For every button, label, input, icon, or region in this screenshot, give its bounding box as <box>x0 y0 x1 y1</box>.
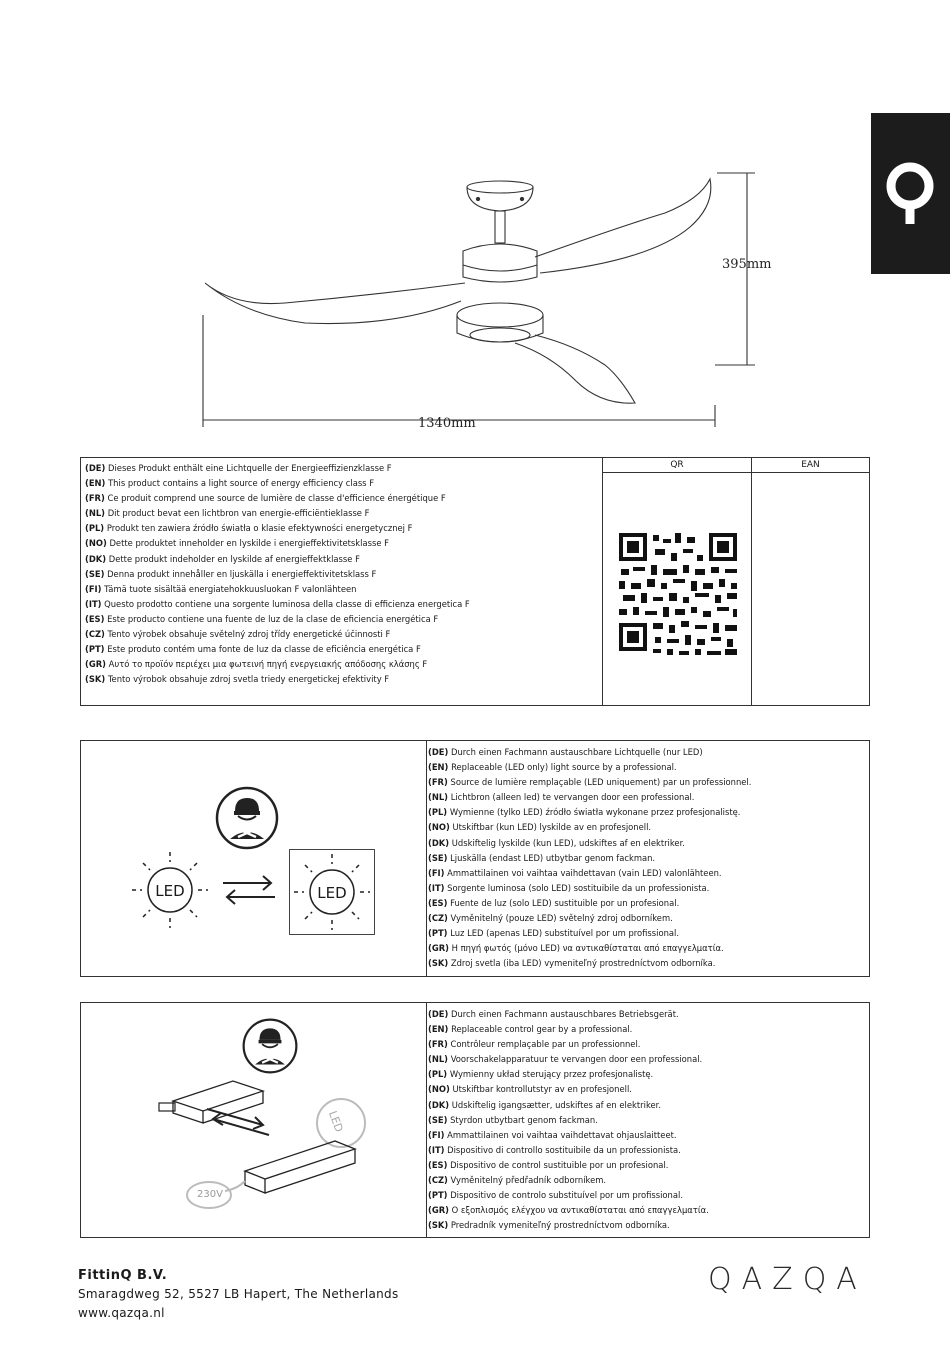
control-gear-panel <box>80 1002 870 1238</box>
light-source-line: (SK) Zdroj svetla (iba LED) vymeniteľný prostredníctvom odborníka. <box>428 958 716 969</box>
ceiling-fan-drawing <box>195 165 795 440</box>
energy-line: (FI) Tämä tuote sisältää energiatehokkuusluokan F valonlähteen <box>85 583 357 594</box>
energy-line: (ES) Este producto contiene una fuente de luz de la clase de eficiencia energética F <box>85 613 439 624</box>
width-dimension: 1340mm <box>418 416 476 431</box>
replacement-driver-icon <box>185 1121 365 1221</box>
energy-line: (EN) This product contains a light source of energy efficiency class F <box>85 478 375 489</box>
control-gear-line: (FI) Ammattilainen voi vaihtaa vaihdettavat ohjauslaitteet. <box>428 1129 677 1140</box>
technician-icon <box>214 785 280 851</box>
qazqa-logo: QAZQA <box>708 1262 867 1297</box>
company-name: FittinQ B.V. <box>78 1268 168 1283</box>
control-gear-line: (NO) Utskiftbar kontrollutstyr av en profesjonell. <box>428 1084 632 1095</box>
control-gear-line: (NL) Voorschakelapparatuur te vervangen door een professional. <box>428 1054 703 1065</box>
energy-line: (SE) Denna produkt innehåller en ljuskälla i energieffektivitetsklass F <box>85 568 377 579</box>
control-gear-line: (IT) Dispositivo di controllo sostituibile da un professionista. <box>428 1144 681 1155</box>
control-gear-line: (PT) Dispositivo de controlo substituível por um profissional. <box>428 1190 683 1201</box>
brand-q-mark-icon <box>879 158 941 228</box>
light-source-line: (EN) Replaceable (LED only) light source by a professional. <box>428 762 677 773</box>
light-source-statements <box>428 745 865 971</box>
control-gear-line: (DE) Durch einen Fachmann austauschbares Betriebsgerät. <box>428 1009 679 1019</box>
control-gear-line: (EN) Replaceable control gear by a professional. <box>428 1024 633 1035</box>
website-link[interactable]: www.qazqa.nl <box>78 1306 165 1320</box>
energy-line: (PT) Este produto contém uma fonte de luz da classe de eficiência energética F <box>85 644 421 655</box>
light-source-line: (CZ) Vyměnitelný (pouze LED) světelný zdroj odborníkem. <box>428 913 673 924</box>
light-source-line: (NL) Lichtbron (alleen led) te vervangen door een professional. <box>428 792 695 803</box>
light-source-line: (DE) Durch einen Fachmann austauschbare Lichtquelle (nur LED) <box>428 747 703 757</box>
height-dimension: 395mm <box>722 257 772 272</box>
technician-icon <box>241 1017 299 1075</box>
voltage-label: 230V <box>197 1189 223 1200</box>
control-gear-statements <box>428 1007 865 1233</box>
light-source-line: (NO) Utskiftbar (kun LED) lyskilde av en profesjonell. <box>428 822 652 833</box>
energy-line: (IT) Questo prodotto contiene una sorgente luminosa della classe di efficienza energetica F <box>85 598 470 609</box>
light-source-panel <box>80 740 870 977</box>
led-module-label: LED <box>325 1109 346 1134</box>
energy-line: (DE) Dieses Produkt enthält eine Lichtquelle der Energieeffizienzklasse F <box>85 463 392 473</box>
control-gear-line: (CZ) Vyměnitelný předřadník odborníkem. <box>428 1175 607 1186</box>
energy-line: (NL) Dit product bevat een lichtbron van energie-efficiëntieklasse F <box>85 508 370 519</box>
control-gear-illustration <box>81 1003 427 1237</box>
qr-cell <box>603 473 752 706</box>
led-label: LED <box>155 882 185 900</box>
control-gear-line: (DK) Udskiftelig igangsætter, udskiftes af en elektriker. <box>428 1099 661 1110</box>
energy-line: (PL) Produkt ten zawiera źródło światła o klasie efektywności energetycznej F <box>85 523 413 534</box>
energy-line: (DK) Dette produkt indeholder en lyskilde af energieffektklasse F <box>85 553 360 564</box>
light-source-illustration <box>81 741 427 976</box>
light-source-line: (DK) Udskiftelig lyskilde (kun LED), udskiftes af en elektriker. <box>428 837 685 848</box>
energy-line: (GR) Αυτό το προϊόν περιέχει μια φωτεινή πηγή ενεργειακής απόδοσης κλάσης F <box>85 659 428 670</box>
light-source-line: (SE) Ljuskälla (endast LED) utbytbar genom fackman. <box>428 852 656 863</box>
company-address: Smaragdweg 52, 5527 LB Hapert, The Netherlands <box>78 1287 399 1301</box>
swap-arrows-icon <box>221 873 277 907</box>
control-gear-line: (PL) Wymienny układ sterujący przez profesjonalistę. <box>428 1069 654 1080</box>
light-source-line: (PT) Luz LED (apenas LED) substituível por um profissional. <box>428 928 680 939</box>
control-gear-line: (ES) Dispositivo de control sustituible por un profesional. <box>428 1159 669 1170</box>
brand-tab <box>871 113 950 274</box>
light-source-line: (FI) Ammattilainen voi vaihtaa vaihdettavan (vain LED) valonlähteen. <box>428 867 722 878</box>
led-label-replacement: LED <box>317 884 347 902</box>
ean-cell <box>752 473 870 706</box>
energy-label-table <box>80 457 870 706</box>
qr-code-icon[interactable] <box>603 473 751 701</box>
light-source-line: (FR) Source de lumière remplaçable (LED uniquement) par un professionnel. <box>428 777 752 788</box>
energy-line: (NO) Dette produktet inneholder en lyskilde i energieffektivitetsklasse F <box>85 538 389 549</box>
light-source-line: (IT) Sorgente luminosa (solo LED) sostituibile da un professionista. <box>428 882 710 893</box>
control-gear-line: (SK) Predradník vymeniteľný prostredníctvom odborníka. <box>428 1220 670 1231</box>
energy-line: (CZ) Tento výrobek obsahuje světelný zdroj třídy energetické účinnosti F <box>85 629 391 640</box>
energy-statements <box>81 458 603 706</box>
energy-line: (FR) Ce produit comprend une source de lumière de classe d'efficience énergétique F <box>85 493 446 504</box>
qr-header: QR <box>603 458 752 473</box>
light-source-line: (GR) Η πηγή φωτός (μόνο LED) να αντικαθίσταται από επαγγελματία. <box>428 943 724 954</box>
light-source-line: (ES) Fuente de luz (solo LED) sustituible por un profesional. <box>428 897 680 908</box>
light-source-line: (PL) Wymienne (tylko LED) źródło światła wykonane przez profesjonalistę. <box>428 807 741 818</box>
control-gear-line: (GR) Ο εξοπλισμός ελέγχου να αντικαθίσταται από επαγγελματία. <box>428 1205 709 1216</box>
control-gear-line: (SE) Styrdon utbytbart genom fackman. <box>428 1114 598 1125</box>
energy-line: (SK) Tento výrobok obsahuje zdroj svetla triedy energetickej efektivity F <box>85 674 390 685</box>
control-gear-line: (FR) Contrôleur remplaçable par un professionnel. <box>428 1039 641 1050</box>
ean-header: EAN <box>752 458 870 473</box>
